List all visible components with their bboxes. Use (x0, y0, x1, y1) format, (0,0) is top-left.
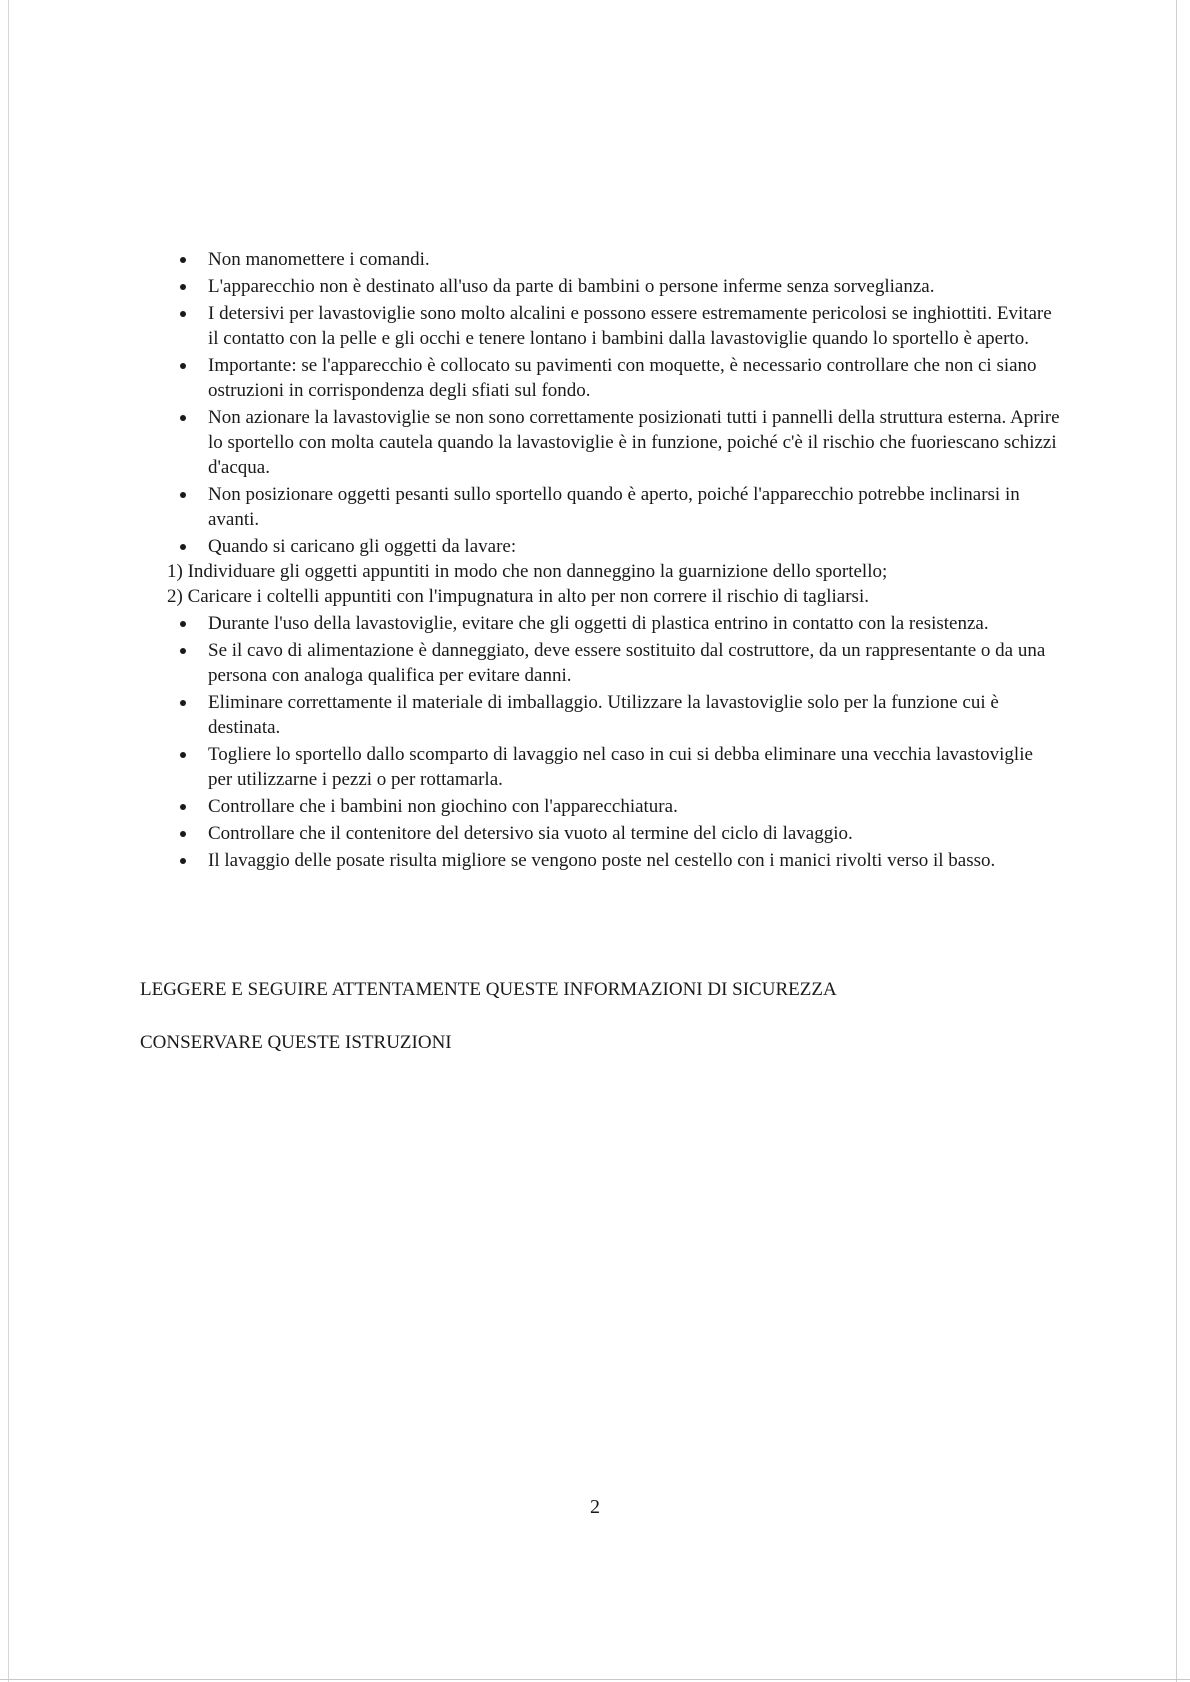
list-item-text: Se il cavo di alimentazione è danneggiato, deve essere sostituito dal costruttore, da un rappresentante o da una persona con analoga qualifica per evitare danni. (208, 640, 1046, 686)
list-item-text: Non manomettere i comandi. (208, 249, 430, 270)
scan-edge-bottom (0, 1679, 1190, 1680)
safety-list (140, 247, 1060, 875)
list-item-text: Durante l'uso della lavastoviglie, evitare che gli oggetti di plastica entrino in contatto con la resistenza. (208, 613, 989, 634)
scan-edge-right (1176, 0, 1177, 1682)
list-item-text: Importante: se l'apparecchio è collocato su pavimenti con moquette, è necessario controllare che non ci siano ostruzioni in corrispondenza degli sfiati sul fondo. (208, 355, 1037, 401)
scan-edge-left (8, 0, 9, 1682)
bullet-dot-icon (180, 752, 186, 758)
bullet-dot-icon (180, 544, 186, 550)
list-item-text: Il lavaggio delle posate risulta migliore se vengono poste nel cestello con i manici rivolti verso il basso. (208, 850, 996, 871)
bullet-dot-icon (180, 648, 186, 654)
bullet-list-item (140, 405, 1060, 480)
bullet-list-item (140, 534, 1060, 559)
bullet-dot-icon (180, 363, 186, 369)
bullet-dot-icon (180, 415, 186, 421)
bullet-list-item (140, 821, 1060, 846)
bullet-list-item (140, 353, 1060, 403)
bullet-list-item (140, 274, 1060, 299)
bullet-list-item (140, 611, 1060, 636)
list-item-text: I detersivi per lavastoviglie sono molto alcalini e possono essere estremamente pericolosi se inghiottiti. Evitare il contatto con la pelle e gli occhi e tenere lontano i bambini dalla lavastoviglie quando lo sportello è aperto. (208, 303, 1052, 349)
list-item-text: Non posizionare oggetti pesanti sullo sportello quando è aperto, poiché l'apparecchio potrebbe inclinarsi in avanti. (208, 484, 1020, 530)
bullet-dot-icon (180, 700, 186, 706)
bullet-dot-icon (180, 804, 186, 810)
bullet-list-item (140, 638, 1060, 688)
list-item-text: Quando si caricano gli oggetti da lavare: (208, 536, 517, 557)
numbered-list-item (140, 559, 1060, 584)
bullet-dot-icon (180, 492, 186, 498)
safety-notice: LEGGERE E SEGUIRE ATTENTAMENTE QUESTE INFORMAZIONI DI SICUREZZA (140, 979, 837, 1000)
bullet-dot-icon (180, 621, 186, 627)
bullet-list-item (140, 247, 1060, 272)
bullet-list-item (140, 848, 1060, 873)
bullet-dot-icon (180, 284, 186, 290)
bullet-list-item (140, 742, 1060, 792)
bullet-list-item (140, 482, 1060, 532)
bullet-dot-icon (180, 257, 186, 263)
list-item-text: L'apparecchio non è destinato all'uso da parte di bambini o persone inferme senza sorveglianza. (208, 276, 935, 297)
list-item-text: Togliere lo sportello dallo scomparto di lavaggio nel caso in cui si debba eliminare una vecchia lavastoviglie per utilizzarne i pezzi o per rottamarla. (208, 744, 1033, 790)
numbered-list-item (140, 584, 1060, 609)
keep-instructions-notice: CONSERVARE QUESTE ISTRUZIONI (140, 1032, 452, 1053)
bullet-list-item (140, 301, 1060, 351)
bullet-dot-icon (180, 311, 186, 317)
bullet-list-item (140, 690, 1060, 740)
list-item-text: 2) Caricare i coltelli appuntiti con l'impugnatura in alto per non correre il rischio di tagliarsi. (167, 586, 869, 607)
bullet-list-item (140, 794, 1060, 819)
list-item-text: Controllare che il contenitore del detersivo sia vuoto al termine del ciclo di lavaggio. (208, 823, 853, 844)
list-item-text: 1) Individuare gli oggetti appuntiti in modo che non danneggino la guarnizione dello sportello; (167, 561, 888, 582)
bullet-dot-icon (180, 858, 186, 864)
list-item-text: Non azionare la lavastoviglie se non sono correttamente posizionati tutti i pannelli della struttura esterna. Aprire lo sportello con molta cautela quando la lavastoviglie è in funzione, poiché c'è il rischio che fuoriescano schizzi d'acqua. (208, 407, 1060, 478)
list-item-text: Controllare che i bambini non giochino con l'apparecchiatura. (208, 796, 678, 817)
list-item-text: Eliminare correttamente il materiale di imballaggio. Utilizzare la lavastoviglie solo per la funzione cui è destinata. (208, 692, 999, 738)
bullet-dot-icon (180, 831, 186, 837)
page-number: 2 (590, 1496, 600, 1518)
